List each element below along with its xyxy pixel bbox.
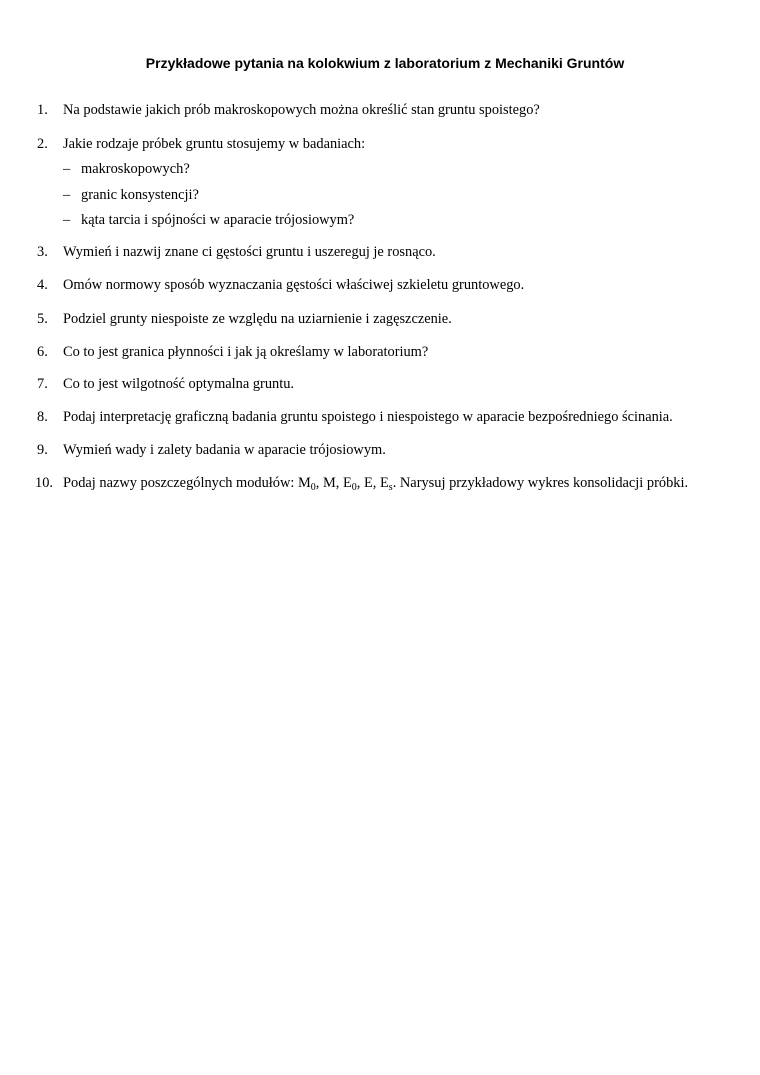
modulus-m: M, — [323, 475, 343, 491]
question-number: 6. — [37, 344, 48, 360]
sub-item-dash: – — [63, 161, 71, 177]
question-text — [63, 474, 688, 492]
question-text: Omów normowy sposób wyznaczania gęstości właściwej szkieletu gruntowego. — [63, 277, 525, 293]
modulus-e0: $E_0$, — [343, 475, 364, 493]
question-number: 10. — [35, 475, 53, 491]
sub-item-dash: – — [63, 212, 71, 228]
question-text: Jakie rodzaje próbek gruntu stosujemy w badaniach: — [63, 136, 366, 152]
question-text: Podziel grunty niespoiste ze względu na uziarnienie i zagęszczenie. — [63, 311, 452, 327]
question-text: Wymień i nazwij znane ci gęstości gruntu i uszereguj je rosnąco. — [63, 244, 436, 260]
question-text-after: Narysuj przykładowy wykres konsolidacji próbki. — [396, 475, 689, 491]
question-number: 8. — [37, 409, 48, 425]
sub-item-text: kąta tarcia i spójności w aparacie trójosiowym? — [81, 212, 355, 228]
document-title: Przykładowe pytania na kolokwium z laboratorium z Mechaniki Gruntów — [145, 55, 625, 71]
modulus-m0: $M_0$, — [298, 475, 323, 493]
question-number: 4. — [37, 277, 48, 293]
question-number: 9. — [37, 442, 48, 458]
question-number: 1. — [37, 102, 48, 118]
question-text: Co to jest granica płynności i jak ją określamy w laboratorium? — [63, 344, 429, 360]
question-number: 3. — [37, 244, 48, 260]
question-text: Co to jest wilgotność optymalna gruntu. — [63, 376, 295, 392]
question-text-before: Podaj nazwy poszczególnych modułów: — [63, 475, 298, 491]
question-text: Podaj interpretację graficzną badania gruntu spoistego i niespoistego w aparacie bezpośredniego ścinania. — [63, 409, 673, 425]
question-number: 5. — [37, 311, 48, 327]
sub-item-dash: – — [63, 187, 71, 203]
question-text: Wymień wady i zalety badania w aparacie trójosiowym. — [63, 442, 386, 458]
question-text: Na podstawie jakich prób makroskopowych można określić stan gruntu spoistego? — [63, 102, 540, 118]
modulus-es: $E_s$. — [380, 475, 397, 493]
question-number: 7. — [37, 376, 48, 392]
sub-item-text: makroskopowych? — [81, 161, 190, 177]
sub-item-text: granic konsystencji? — [81, 187, 199, 203]
modulus-e: E, — [364, 475, 380, 491]
question-number: 2. — [37, 136, 48, 152]
